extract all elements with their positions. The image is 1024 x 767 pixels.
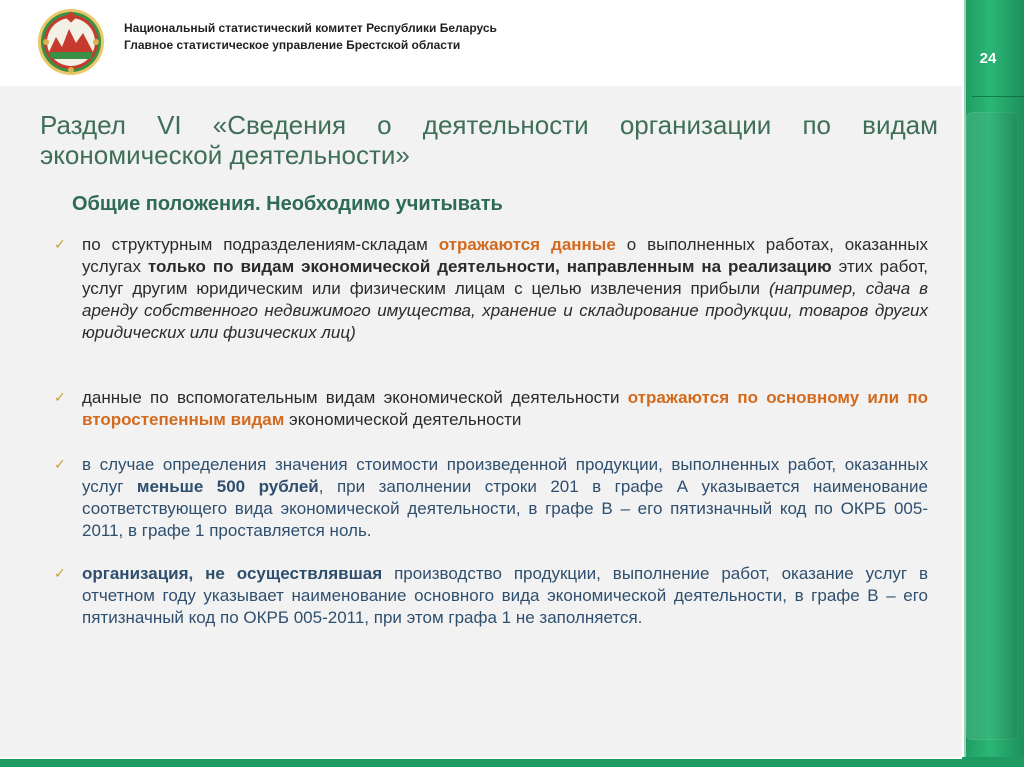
panel-inner-box bbox=[966, 112, 1018, 740]
belarus-emblem-logo-icon bbox=[36, 7, 106, 77]
org-line-1: Национальный статистический комитет Республики Беларусь bbox=[124, 21, 497, 35]
bullet-1-part-2: отражаются данные bbox=[438, 235, 616, 254]
section-title-line-1: Раздел VI «Сведения о деятельности организации по видам bbox=[40, 110, 938, 140]
bullet-1-part-4: только по видам экономической деятельности, направленным на реализацию bbox=[147, 257, 832, 276]
bullet-2-part-1: данные по вспомогательным видам экономической деятельности bbox=[82, 388, 628, 407]
right-accent-panel bbox=[962, 0, 1024, 767]
checkmark-icon: ✓ bbox=[54, 389, 66, 405]
bullet-4-part-2: производство продукции, выполнение работ, оказание услуг в отчетном году указывает наименование основного вида экономической деятельности, в графе В – его пятизначный код по ОКРБ 005-2011, при этом графа 1 не заполняется. bbox=[82, 564, 929, 627]
bullet-1-part-5: этих работ, услуг другим юридическим или физическим лицам с целью извлечения прибыли bbox=[82, 257, 929, 298]
checkmark-icon: ✓ bbox=[54, 236, 66, 252]
org-line-2: Главное статистическое управление Брестской области bbox=[124, 38, 461, 52]
bullet-4-part-1: организация, не осуществлявшая bbox=[82, 564, 383, 583]
bullet-text-3 bbox=[82, 454, 928, 542]
bullet-2-part-3: экономической деятельности bbox=[284, 410, 522, 429]
bullet-text-2 bbox=[82, 387, 928, 431]
subtitle: Общие положения. Необходимо учитывать bbox=[72, 193, 503, 215]
bullet-3-part-3: , при заполнении строки 201 в графе А указывается наименование соответствующего вида экономической деятельности, в графе В – его пятизначный код по ОКРБ 005-2011, в графе 1 проставляется ноль. bbox=[82, 477, 929, 540]
bullet-text-4 bbox=[82, 563, 928, 629]
page-number: 24 bbox=[979, 50, 997, 67]
checkmark-icon: ✓ bbox=[54, 456, 66, 472]
bullet-3-part-2: меньше 500 рублей bbox=[136, 477, 319, 496]
bullet-1-part-6: (например, сдача в аренду собственного недвижимого имущества, хранение и складирование продукции, товаров других юридических или физических лиц) bbox=[82, 279, 928, 342]
bullet-1-part-1: по структурным подразделениям-складам bbox=[82, 235, 439, 254]
bullet-text-1 bbox=[82, 234, 928, 344]
section-title-line-2: экономической деятельности» bbox=[40, 140, 410, 170]
bottom-bar bbox=[0, 757, 1024, 767]
bullet-1-part-3: о выполненных работах, оказанных услугах bbox=[82, 235, 929, 276]
section-title bbox=[40, 110, 938, 170]
organization-header bbox=[124, 20, 497, 54]
panel-divider bbox=[972, 96, 1024, 97]
bullet-3-part-1: в случае определения значения стоимости произведенной продукции, выполненных работ, оказанных услуг bbox=[82, 455, 928, 496]
bullet-2-part-2: отражаются по основному или по второстепенным видам bbox=[82, 388, 928, 429]
bottom-divider bbox=[0, 757, 962, 759]
checkmark-icon: ✓ bbox=[54, 565, 66, 581]
